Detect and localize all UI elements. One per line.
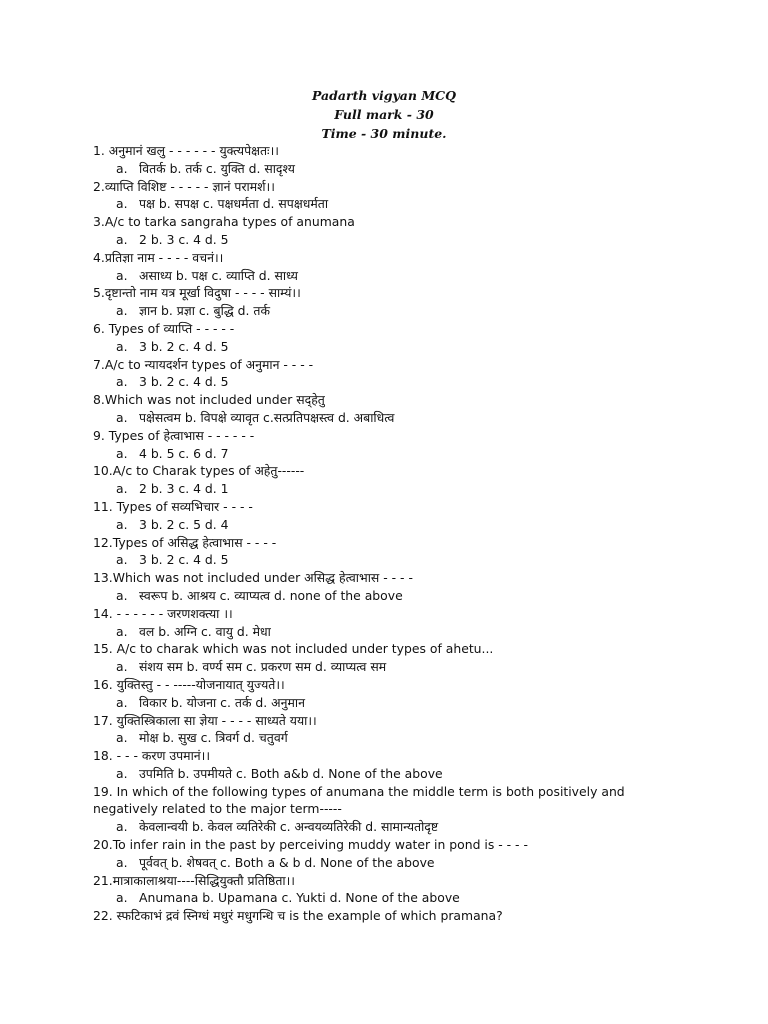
line-text: 3 b. 2 c. 4 d. 5	[139, 338, 229, 354]
option-line	[93, 231, 733, 249]
option-marker: a.	[116, 481, 128, 497]
line-text: 3 b. 2 c. 4 d. 5	[139, 374, 229, 390]
option-line	[93, 765, 733, 783]
option-marker: a.	[116, 854, 128, 870]
question-line	[93, 569, 733, 587]
line-text: वल b. अग्नि c. वायु d. मेधा	[139, 623, 271, 639]
question-line	[93, 213, 733, 231]
question-line	[93, 284, 733, 302]
line-text: 4 b. 5 c. 6 d. 7	[139, 445, 229, 461]
line-text: 12.Types of असिद्ध हेत्वाभास - - - -	[93, 534, 277, 550]
option-line	[93, 409, 733, 427]
question-line	[93, 747, 733, 765]
option-marker: a.	[116, 303, 128, 319]
option-line	[93, 516, 733, 534]
question-line	[93, 178, 733, 196]
question-line	[93, 640, 733, 658]
option-marker: a.	[116, 196, 128, 212]
question-line	[93, 320, 733, 338]
line-text: 5.दृष्टान्तो नाम यत्र मूर्खा विदुषा - - - - साम्यं।।	[93, 285, 301, 301]
line-text: 19. In which of the following types of anumana the middle term is both positively and	[93, 783, 625, 799]
question-line	[93, 462, 733, 480]
option-line	[93, 160, 733, 178]
line-text: असाध्य b. पक्ष c. व्याप्ति d. साध्य	[139, 267, 298, 283]
question-line	[93, 249, 733, 267]
option-marker: a.	[116, 409, 128, 425]
option-marker: a.	[116, 445, 128, 461]
option-marker: a.	[116, 587, 128, 603]
option-marker: a.	[116, 765, 128, 781]
option-line	[93, 854, 733, 872]
line-text: पक्ष b. सपक्ष c. पक्षधर्मता d. सपक्षधर्मता	[139, 196, 329, 212]
question-line	[93, 391, 733, 409]
option-marker: a.	[116, 890, 128, 906]
question-line	[93, 907, 733, 925]
question-line	[93, 427, 733, 445]
option-line	[93, 729, 733, 747]
line-text: 16. युक्तिस्तु - - -----योजनायात् युज्यते।।	[93, 676, 285, 692]
line-text: 15. A/c to charak which was not included under types of ahetu...	[93, 641, 494, 657]
option-marker: a.	[116, 694, 128, 710]
line-text: 18. - - - करण उपमानं।।	[93, 748, 211, 764]
question-line	[93, 534, 733, 552]
line-text: Anumana b. Upamana c. Yukti d. None of the above	[139, 890, 460, 906]
line-text: 14. - - - - - - जरणशक्त्या ।।	[93, 605, 233, 621]
option-marker: a.	[116, 267, 128, 283]
line-text: 4.प्रतिज्ञा नाम - - - - वचनं।।	[93, 249, 224, 265]
option-line	[93, 267, 733, 285]
option-line	[93, 302, 733, 320]
question-line	[93, 676, 733, 694]
option-line	[93, 445, 733, 463]
option-line	[93, 338, 733, 356]
option-marker: a.	[116, 160, 128, 176]
line-text: ज्ञान b. प्रज्ञा c. बुद्धि d. तर्क	[139, 303, 270, 319]
option-marker: a.	[116, 819, 128, 835]
document-header	[0, 86, 768, 143]
line-text: 1. अनुमानं खलु - - - - - - युक्त्यपेक्षतः।।	[93, 143, 279, 158]
question-line	[93, 872, 733, 890]
line-text: स्वरूप b. आश्रय c. व्याप्यत्व d. none of the above	[139, 587, 403, 603]
option-line	[93, 587, 733, 605]
option-marker: a.	[116, 659, 128, 675]
line-text: 7.A/c to न्यायदर्शन types of अनुमान - - - -	[93, 356, 314, 372]
line-text: 3 b. 2 c. 4 d. 5	[139, 552, 229, 568]
question-line	[93, 356, 733, 374]
line-text: 9. Types of हेत्वाभास - - - - - -	[93, 427, 255, 443]
line-text: विकार b. योजना c. तर्क d. अनुमान	[139, 694, 305, 710]
time-text: Time - 30 minute.	[321, 126, 447, 141]
question-line	[93, 498, 733, 516]
line-text: 10.A/c to Charak types of अहेतु------	[93, 463, 305, 479]
option-marker: a.	[116, 374, 128, 390]
question-line	[93, 836, 733, 854]
line-text: 11. Types of सव्यभिचार - - - -	[93, 498, 253, 514]
line-text: 2 b. 3 c. 4 d. 1	[139, 481, 229, 497]
option-marker: a.	[116, 552, 128, 568]
line-text: 3 b. 2 c. 5 d. 4	[139, 516, 229, 532]
line-text: 22. स्फटिकाभं द्रवं स्निग्धं मधुरं मधुगन्धि च is the example of which pramana?	[93, 908, 503, 924]
option-marker: a.	[116, 338, 128, 354]
line-text: 6. Types of व्याप्ति - - - - -	[93, 320, 235, 336]
line-text: वितर्क b. तर्क c. युक्ति d. सादृश्य	[139, 160, 295, 176]
line-text: 2.व्याप्ति विशिष्ट - - - - - ज्ञानं परामर्श।।	[93, 178, 275, 194]
question-line	[93, 712, 733, 730]
option-marker: a.	[116, 516, 128, 532]
option-marker: a.	[116, 231, 128, 247]
line-text: 2 b. 3 c. 4 d. 5	[139, 231, 229, 247]
option-marker: a.	[116, 730, 128, 746]
option-line	[93, 373, 733, 391]
document-title: Padarth vigyan MCQ	[311, 88, 457, 103]
line-text: 13.Which was not included under असिद्ध हेत्वाभास - - - -	[93, 570, 413, 586]
full-mark-text: Full mark - 30	[334, 107, 434, 122]
line-text: 8.Which was not included under सद्हेतु	[93, 392, 325, 408]
line-text: पूर्ववत् b. शेषवत् c. Both a & b d. None of the above	[139, 854, 435, 870]
line-text: मोक्ष b. सुख c. त्रिवर्ग d. चतुवर्ग	[139, 730, 288, 746]
line-text: 21.मात्राकालाश्रया----सिद्धियुक्तौ प्रतिष्ठिता।।	[93, 872, 295, 888]
question-line	[93, 783, 733, 801]
option-line	[93, 623, 733, 641]
question-list	[93, 142, 733, 925]
line-text: 17. युक्तिस्त्रिकाला सा ज्ञेया - - - - साध्यते यया।।	[93, 712, 317, 728]
option-line	[93, 694, 733, 712]
question-line	[93, 800, 733, 818]
line-text: उपमिति b. उपमीयते c. Both a&b d. None of the above	[139, 765, 443, 781]
line-text: पक्षेसत्वम b. विपक्षे व्यावृत c.सत्प्रतिपक्षस्त्व d. अबाधित्व	[139, 409, 395, 425]
option-line	[93, 551, 733, 569]
option-line	[93, 658, 733, 676]
option-marker: a.	[116, 623, 128, 639]
line-text: negatively related to the major term-----	[93, 801, 342, 817]
option-line	[93, 195, 733, 213]
option-line	[93, 818, 733, 836]
option-line	[93, 889, 733, 907]
question-line	[93, 605, 733, 623]
line-text: 20.To infer rain in the past by perceiving muddy water in pond is - - - -	[93, 837, 528, 853]
question-line	[93, 142, 733, 160]
line-text: संशय सम b. वर्ण्य सम c. प्रकरण सम d. व्याप्यत्व सम	[139, 659, 387, 675]
line-text: केवलान्वयी b. केवल व्यतिरेकी c. अन्वयव्यतिरेकी d. सामान्यतोदृष्ट	[139, 819, 439, 835]
line-text: 3.A/c to tarka sangraha types of anumana	[93, 214, 355, 230]
option-line	[93, 480, 733, 498]
